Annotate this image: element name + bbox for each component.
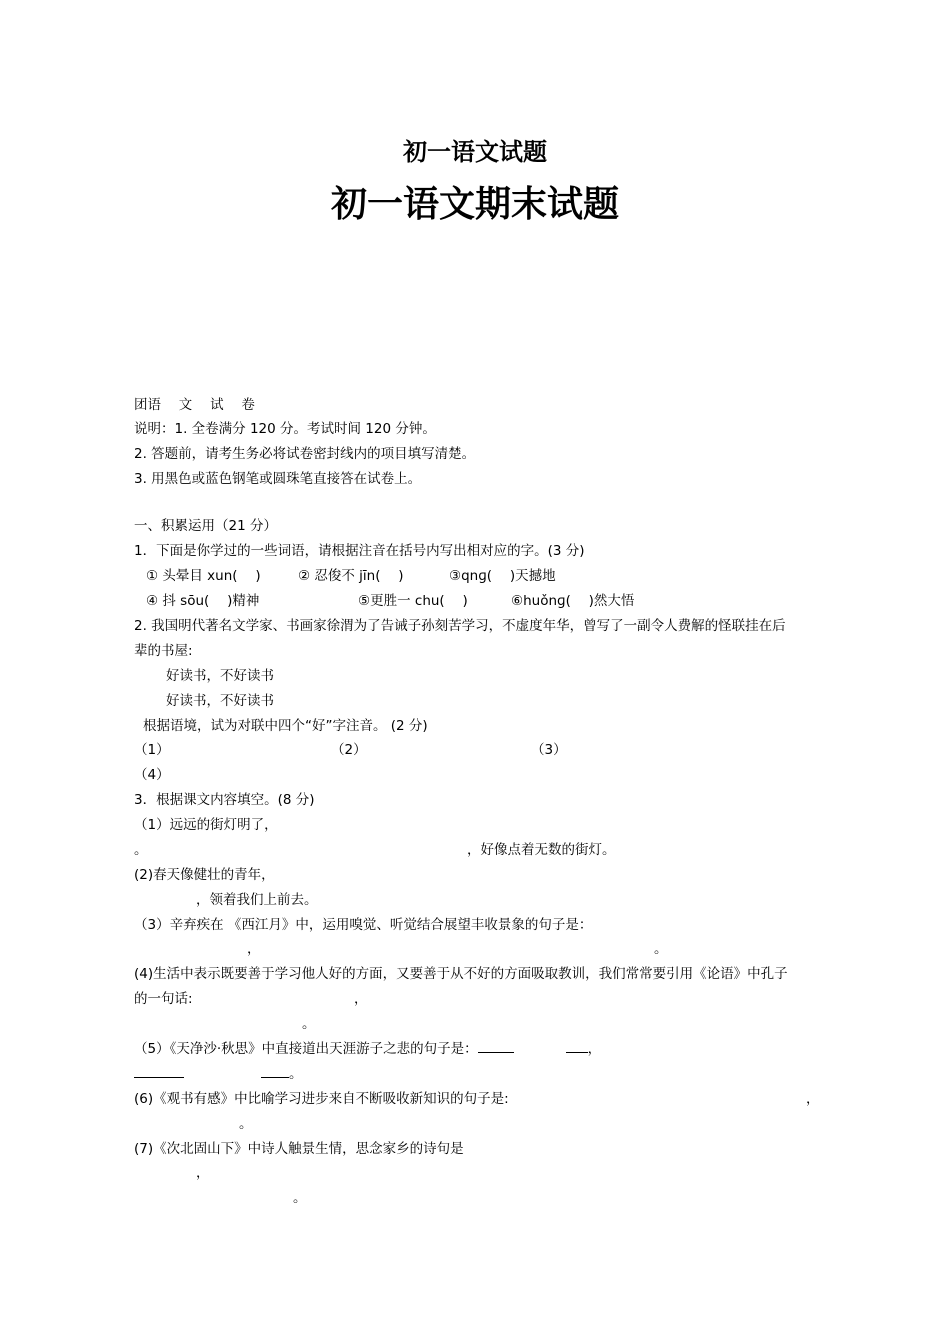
q3-part-5-line-2 [134,1065,303,1083]
question-2-stem-line-2: 辈的书屋: [134,643,193,659]
q1-item-4: ④ 抖 sōu( )精神 [146,593,260,609]
answer-blank[interactable] [134,1065,184,1078]
q2-answer-1: （1） [134,742,170,758]
q3-part-3: （3）辛弃疾在 《西江月》中，运用嗅觉、听觉结合展望丰收景象的句子是： [134,917,593,933]
q3-part-6-end: 。 [239,1116,253,1132]
q1-item-3: ③qnɡ( )天撼地 [449,568,556,584]
q3-part-2-answer-tail: ，领着我们上前去。 [196,892,318,908]
couplet-line-1: 好读书，不好读书 [166,668,274,684]
question-1-stem: 1．下面是你学过的一些词语，请根据注音在括号内写出相对应的字。(3 分) [134,543,585,559]
answer-blank[interactable] [566,1040,588,1053]
q3-part-5 [134,1040,601,1058]
q3-part-3-end: 。 [654,941,668,957]
q3-part-1-blank-end: 。 [134,842,148,858]
page-title-small: 初一语文试题 [403,137,547,166]
page-title-large: 初一语文期末试题 [330,183,619,225]
q1-item-6: ⑥huǒnɡ( )然大悟 [511,593,635,609]
instruction-note-1: 说明：1. 全卷满分 120 分。考试时间 120 分钟。 [134,421,436,437]
q3-part-7-end: 。 [293,1190,307,1206]
couplet-line-2: 好读书，不好读书 [166,693,274,709]
section-heading: 一、积累运用（21 分） [134,518,277,534]
question-2-instruction: 根据语境，试为对联中四个“好”字注音。 (2 分) [143,718,428,734]
answer-blank[interactable] [261,1065,289,1078]
q1-item-1: ① 头晕目 xun( ) [146,568,261,584]
q3-part-4: (4)生活中表示既要善于学习他人好的方面，又要善于从不好的方面吸取教训，我们常常要引用《论语》中孔子 [134,966,788,982]
question-3-stem: 3．根据课文内容填空。(8 分) [134,792,315,808]
q3-part-5-end: 。 [289,1066,303,1082]
question-2-stem-line-1: 2. 我国明代著名文学家、书画家徐渭为了告诫子孙刻苦学习，不虚度年华，曾写了一副令人费解的怪联挂在后 [134,618,786,634]
q3-part-2: (2)春天像健壮的青年， [134,867,275,883]
q3-part-7-comma: ， [196,1165,210,1181]
q1-item-2: ② 忍俊不 jīn( ) [298,568,404,584]
q3-part-7: (7)《次北固山下》中诗人触景生情，思念家乡的诗句是 [134,1141,464,1157]
q3-part-4-end: 。 [302,1016,316,1032]
q3-part-4-comma: ， [354,991,368,1007]
q2-answer-2: （2） [331,742,367,758]
instruction-note-2: 2. 答题前，请考生务必将试卷密封线内的项目填写清楚。 [134,446,476,462]
answer-blank[interactable] [478,1040,514,1053]
q3-part-5-text: （5）《天净沙·秋思》中直接道出天涯游子之悲的句子是： [134,1041,478,1057]
instruction-note-3: 3. 用黑色或蓝色钢笔或圆珠笔直接答在试卷上。 [134,471,422,487]
q3-part-1-answer-tail: ，好像点着无数的街灯。 [467,842,616,858]
q3-part-6-comma: ， [806,1091,820,1107]
q3-part-3-comma: ， [247,941,261,957]
q3-part-1: （1）远远的街灯明了， [134,817,278,833]
q3-part-5-comma: ， [587,1041,602,1057]
q1-item-5: ⑤更胜一 chu( ) [358,593,468,609]
paper-label: 团语 文 试 卷 [134,397,255,413]
q2-answer-3: （3） [531,742,567,758]
q3-part-4-line-2: 的一句话: [134,991,193,1007]
q3-part-6: (6)《观书有感》中比喻学习进步来自不断吸收新知识的句子是: [134,1091,509,1107]
q2-answer-4: （4） [134,767,170,783]
